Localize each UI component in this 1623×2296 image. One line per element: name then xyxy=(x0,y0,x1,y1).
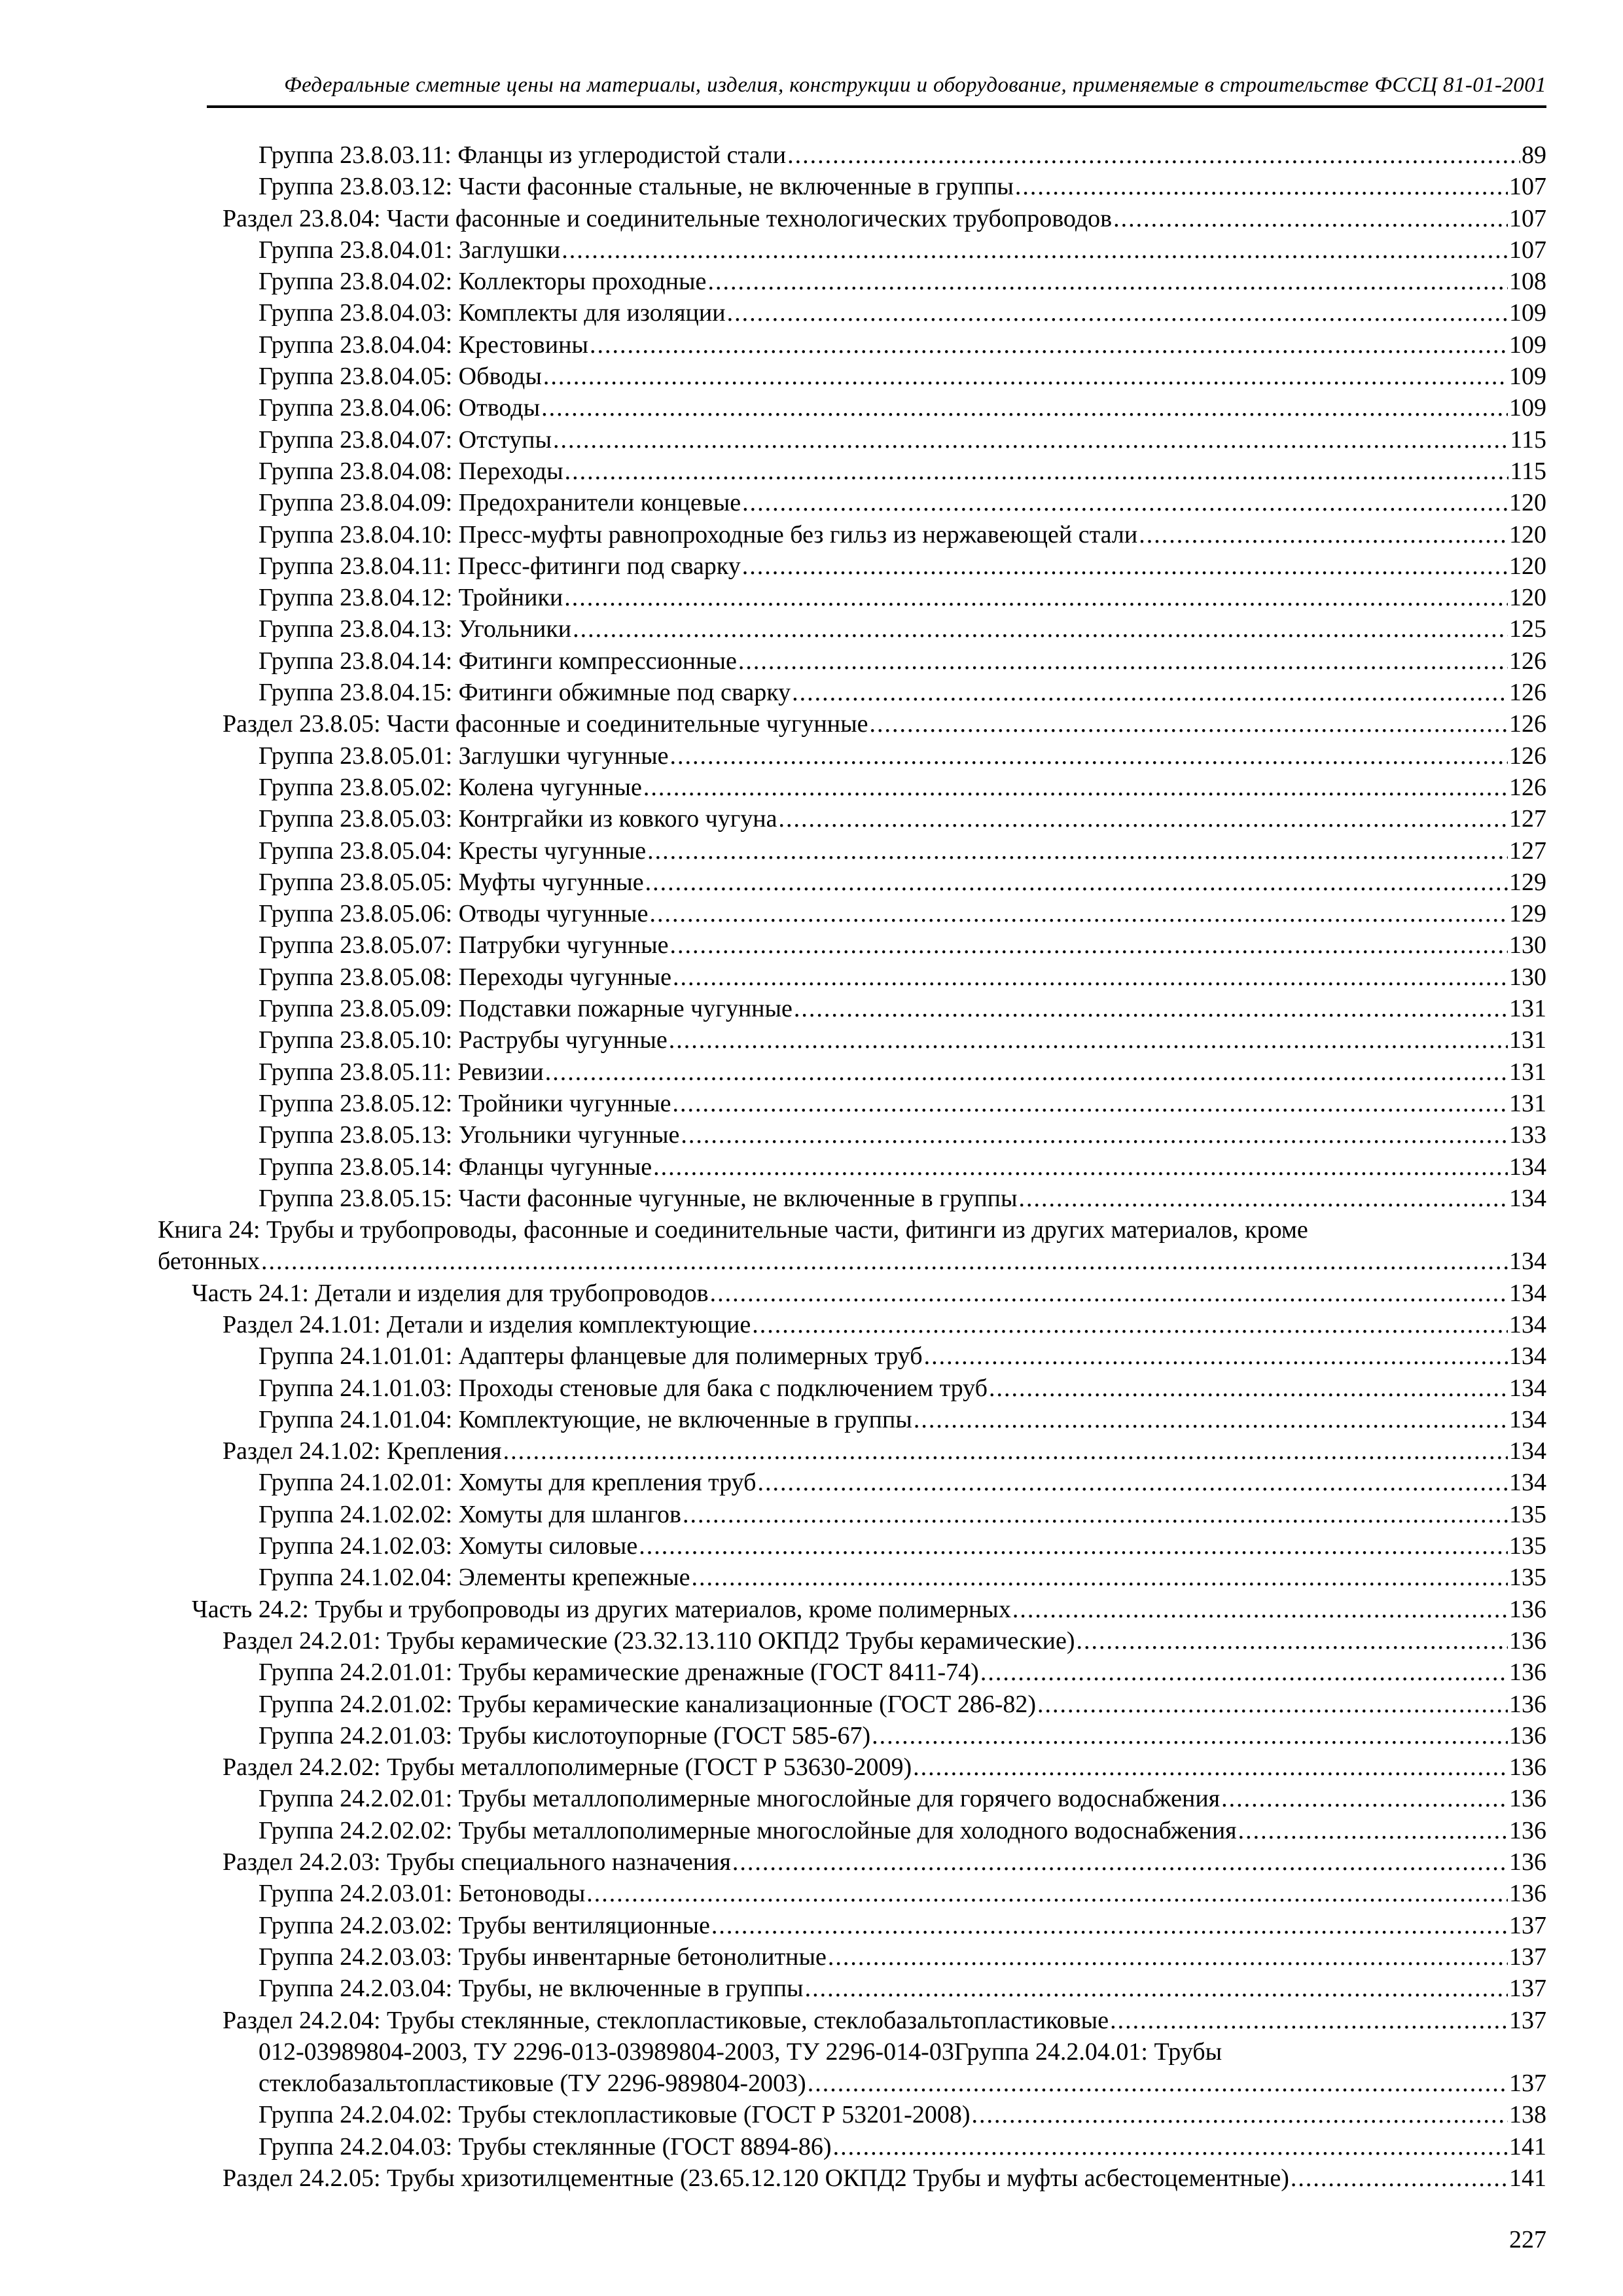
dot-leader xyxy=(972,2099,1508,2130)
toc-entry-title: Часть 24.1: Детали и изделия для трубопроводов xyxy=(192,1279,709,1307)
toc-entry-page: 137 xyxy=(1509,2070,1546,2098)
dot-leader xyxy=(562,234,1508,266)
toc-entry-title: Раздел 24.2.05: Трубы хризотилцементные (23.65.12.120 ОКПД2 Трубы и муфты асбестоцементные) xyxy=(223,2164,1289,2192)
toc-entry-page: 107 xyxy=(1509,173,1546,201)
toc-entry[interactable] xyxy=(0,1404,1623,1435)
toc-entry-page: 115 xyxy=(1510,457,1546,485)
toc-entry-title: Группа 23.8.04.03: Комплекты для изоляции xyxy=(259,299,726,327)
toc-entry-page: 130 xyxy=(1509,931,1546,960)
dot-leader xyxy=(639,1530,1508,1562)
toc-entry[interactable] xyxy=(0,2099,1623,2130)
toc-entry-page: 126 xyxy=(1509,647,1546,675)
dot-leader xyxy=(573,613,1508,645)
dot-leader xyxy=(792,677,1508,708)
toc-entry-page: 135 xyxy=(1509,1564,1546,1592)
toc-entry[interactable] xyxy=(0,1467,1623,1498)
dot-leader xyxy=(828,1941,1508,1973)
toc-entry-page: 126 xyxy=(1509,773,1546,801)
dot-leader xyxy=(914,1404,1508,1435)
toc-entry-page: 136 xyxy=(1509,1626,1546,1655)
toc-entry[interactable] xyxy=(0,1088,1623,1119)
dot-leader xyxy=(869,708,1508,740)
dot-leader xyxy=(980,1657,1508,1688)
toc-entry-title: Группа 23.8.05.01: Заглушки чугунные xyxy=(259,742,669,770)
toc-entry-page: 107 xyxy=(1509,204,1546,232)
toc-entry-page: 109 xyxy=(1509,363,1546,391)
toc-entry-title: Группа 23.8.05.10: Раструбы чугунные xyxy=(259,1026,668,1054)
toc-entry-title: Раздел 24.1.02: Крепления xyxy=(223,1437,502,1465)
toc-entry-page: 120 xyxy=(1509,489,1546,517)
toc-entry-page: 138 xyxy=(1509,2101,1546,2129)
toc-entry-page: 134 xyxy=(1509,1279,1546,1307)
toc-entry-page: 136 xyxy=(1509,1659,1546,1687)
toc-entry-title: Группа 24.2.04.03: Трубы стеклянные (ГОСТ 8894-86) xyxy=(259,2132,832,2161)
toc-entry-page: 134 xyxy=(1509,1310,1546,1338)
toc-entry[interactable] xyxy=(0,1309,1623,1340)
dot-leader xyxy=(586,1878,1508,1909)
toc-entry-title: Группа 23.8.05.03: Контргайки из ковкого чугуна xyxy=(259,805,777,833)
dot-leader xyxy=(1113,203,1508,234)
toc-entry-page: 137 xyxy=(1509,1911,1546,1939)
toc-entry-title: Группа 23.8.05.02: Колена чугунные xyxy=(259,773,642,801)
dot-leader xyxy=(590,329,1508,361)
toc-entry[interactable] xyxy=(0,266,1623,297)
toc-entry-page: 134 xyxy=(1509,1469,1546,1497)
toc-entry[interactable] xyxy=(0,329,1623,361)
toc-entry-title: Группа 23.8.05.14: Фланцы чугунные xyxy=(259,1153,652,1181)
toc-entry-page: 133 xyxy=(1509,1121,1546,1149)
dot-leader xyxy=(673,1088,1508,1119)
toc-entry-page: 126 xyxy=(1509,679,1546,707)
dot-leader xyxy=(681,1119,1508,1151)
toc-entry[interactable] xyxy=(0,1246,1623,1277)
toc-entry[interactable] xyxy=(0,519,1623,550)
dot-leader xyxy=(1139,519,1508,550)
toc-entry[interactable] xyxy=(0,1846,1623,1878)
dot-leader xyxy=(543,361,1508,392)
toc-entry[interactable] xyxy=(0,1783,1623,1814)
toc-entry-page: 126 xyxy=(1509,710,1546,738)
toc-entry[interactable] xyxy=(0,424,1623,456)
toc-entry-page: 134 xyxy=(1509,1374,1546,1402)
toc-entry-page: 134 xyxy=(1509,1342,1546,1371)
dot-leader xyxy=(794,993,1508,1024)
toc-entry[interactable] xyxy=(0,203,1623,234)
dot-leader xyxy=(732,1846,1508,1878)
toc-entry-title: Группа 24.2.01.01: Трубы керамические дренажные (ГОСТ 8411-74) xyxy=(259,1659,979,1687)
toc-entry[interactable] xyxy=(0,867,1623,898)
dot-leader xyxy=(742,487,1508,518)
toc-entry-page: 141 xyxy=(1509,2132,1546,2161)
dot-leader xyxy=(1238,1815,1508,1846)
dot-leader xyxy=(669,1024,1508,1056)
toc-entry-title: Группа 23.8.04.01: Заглушки xyxy=(259,236,561,264)
toc-entry-page: 136 xyxy=(1509,1816,1546,1844)
toc-entry-title: Группа 23.8.05.05: Муфты чугунные xyxy=(259,868,644,896)
dot-leader xyxy=(649,898,1508,929)
toc-entry-page: 120 xyxy=(1509,584,1546,612)
toc-entry[interactable] xyxy=(0,803,1623,834)
dot-leader xyxy=(833,2131,1508,2162)
toc-entry-page: 136 xyxy=(1509,1690,1546,1718)
toc-entry[interactable] xyxy=(0,1499,1623,1530)
dot-leader xyxy=(692,1562,1508,1593)
dot-leader xyxy=(1110,2005,1508,2036)
toc-entry-title: Раздел 24.2.04: Трубы стеклянные, стеклопластиковые, стеклобазальтопластиковые xyxy=(223,2006,1109,2034)
toc-entry[interactable] xyxy=(0,708,1623,740)
toc-entry-title: Группа 23.8.04.05: Обводы xyxy=(259,363,542,391)
toc-entry[interactable] xyxy=(0,1278,1623,1309)
toc-entry-title: бетонных xyxy=(158,1247,260,1276)
toc-entry-page: 137 xyxy=(1509,1975,1546,2003)
toc-entry-page: 136 xyxy=(1509,1721,1546,1749)
toc-entry-title: Группа 24.1.01.04: Комплектующие, не включенные в группы xyxy=(259,1405,912,1433)
toc-entry-title: Группа 24.2.03.01: Бетоноводы xyxy=(259,1880,586,1908)
page-number: 227 xyxy=(1509,2226,1546,2253)
toc-entry[interactable] xyxy=(0,361,1623,392)
dot-leader xyxy=(742,550,1508,582)
toc-entry-title: Раздел 24.2.02: Трубы металлополимерные (ГОСТ Р 53630-2009) xyxy=(223,1753,912,1782)
toc-entry[interactable] xyxy=(0,772,1623,803)
toc-entry-title: Группа 24.1.02.02: Хомуты для шлангов xyxy=(259,1500,681,1528)
toc-entry-title: Группа 23.8.04.09: Предохранители концевые xyxy=(259,489,741,517)
running-header: Федеральные сметные цены на материалы, изделия, конструкции и оборудование, применяемые в строительстве ФССЦ 81-01-2001 xyxy=(284,73,1546,97)
toc-entry[interactable] xyxy=(0,993,1623,1024)
toc-entry[interactable] xyxy=(0,2005,1623,2036)
toc-entry[interactable] xyxy=(0,961,1623,993)
toc-entry-page: 136 xyxy=(1509,1753,1546,1782)
toc-entry-title: Группа 24.2.02.01: Трубы металлополимерные многослойные для горячего водоснабжения xyxy=(259,1785,1221,1813)
toc-entry-title: Группа 23.8.04.14: Фитинги компрессионные xyxy=(259,647,737,675)
toc-entry-page: 115 xyxy=(1510,425,1546,454)
toc-entry-title: Раздел 24.1.01: Детали и изделия комплектующие xyxy=(223,1310,751,1338)
toc-entry-page: 127 xyxy=(1509,836,1546,865)
toc-entry[interactable] xyxy=(0,1056,1623,1088)
toc-entry-page: 134 xyxy=(1509,1437,1546,1465)
dot-leader xyxy=(727,297,1508,329)
toc-entry-title: Группа 23.8.05.06: Отводы чугунные xyxy=(259,900,649,928)
toc-entry[interactable] xyxy=(0,2068,1623,2099)
dot-leader xyxy=(779,803,1508,834)
toc-entry-page: 120 xyxy=(1509,552,1546,580)
toc-entry-title: Группа 23.8.05.15: Части фасонные чугунные, не включенные в группы xyxy=(259,1184,1018,1212)
dot-leader xyxy=(673,961,1508,993)
toc-entry-title: Группа 24.1.01.03: Проходы стеновые для бака с подключением труб xyxy=(259,1374,988,1402)
toc-entry-page: 109 xyxy=(1509,299,1546,327)
dot-leader xyxy=(787,139,1520,171)
toc-entry[interactable] xyxy=(0,898,1623,929)
toc-entry[interactable] xyxy=(0,677,1623,708)
toc-entry-title: Группа 23.8.05.09: Подставки пожарные чугунные xyxy=(259,995,793,1023)
toc-entry-title: Группа 23.8.04.06: Отводы xyxy=(259,394,541,422)
toc-entry-page: 136 xyxy=(1509,1785,1546,1813)
dot-leader xyxy=(1221,1783,1508,1814)
dot-leader xyxy=(643,772,1508,803)
toc-entry[interactable] xyxy=(0,139,1623,171)
toc-entry-title: Группа 23.8.05.13: Угольники чугунные xyxy=(259,1121,680,1149)
toc-entry-title: Группа 24.2.03.02: Трубы вентиляционные xyxy=(259,1911,710,1939)
dot-leader xyxy=(670,740,1508,772)
dot-leader xyxy=(738,645,1508,677)
toc-entry-page: 135 xyxy=(1509,1532,1546,1560)
toc-entry-title: Группа 23.8.04.02: Коллекторы проходные xyxy=(259,268,707,296)
toc-entry-page: 136 xyxy=(1509,1595,1546,1623)
toc-entry[interactable] xyxy=(0,1183,1623,1214)
dot-leader xyxy=(872,1720,1508,1751)
toc-entry[interactable] xyxy=(0,550,1623,582)
toc-entry-page: 134 xyxy=(1509,1405,1546,1433)
toc-entry[interactable] xyxy=(0,2162,1623,2194)
toc-entry-title: Группа 23.8.05.12: Тройники чугунные xyxy=(259,1089,671,1117)
toc-entry-page: 141 xyxy=(1509,2164,1546,2192)
toc-entry-title: Группа 24.1.02.03: Хомуты силовые xyxy=(259,1532,638,1560)
toc-entry-page: 129 xyxy=(1509,900,1546,928)
toc-entry-title: Раздел 23.8.04: Части фасонные и соединительные технологических трубопроводов xyxy=(223,204,1113,232)
dot-leader xyxy=(683,1499,1508,1530)
toc-entry-page: 125 xyxy=(1509,615,1546,643)
toc-entry-title: Группа 23.8.05.11: Ревизии xyxy=(259,1058,544,1086)
toc-entry-title: Группа 24.1.02.04: Элементы крепежные xyxy=(259,1564,690,1592)
toc-entry[interactable] xyxy=(0,1119,1623,1151)
toc-entry[interactable] xyxy=(0,645,1623,677)
toc-entry-page: 134 xyxy=(1509,1153,1546,1181)
toc-entry-title: Группа 23.8.04.07: Отступы xyxy=(259,425,552,454)
toc-entry[interactable] xyxy=(0,1910,1623,1941)
toc-entry-page: 120 xyxy=(1509,520,1546,548)
toc-entry-page: 109 xyxy=(1509,331,1546,359)
toc-entry-title: Группа 24.1.01.01: Адаптеры фланцевые для полимерных труб xyxy=(259,1342,923,1371)
dot-leader xyxy=(645,867,1508,898)
dot-leader xyxy=(653,1151,1508,1183)
toc-entry[interactable] xyxy=(0,1594,1623,1625)
toc-entry[interactable] xyxy=(0,1815,1623,1846)
dot-leader xyxy=(707,266,1508,297)
toc-entry-page: 131 xyxy=(1509,1058,1546,1086)
toc-entry[interactable] xyxy=(0,1720,1623,1751)
toc-entry-page: 129 xyxy=(1509,868,1546,896)
toc-entry[interactable] xyxy=(0,1562,1623,1593)
toc-entry-page: 127 xyxy=(1509,805,1546,833)
dot-leader xyxy=(553,424,1508,456)
toc-entry-title: Группа 23.8.05.08: Переходы чугунные xyxy=(259,963,671,991)
dot-leader xyxy=(924,1340,1508,1372)
toc-entry-title: Часть 24.2: Трубы и трубопроводы из других материалов, кроме полимерных xyxy=(192,1595,1011,1623)
toc-entry-title: Группа 24.2.03.03: Трубы инвентарные бетонолитные xyxy=(259,1943,827,1971)
toc-entry-page: 137 xyxy=(1509,2006,1546,2034)
toc-entry[interactable] xyxy=(0,929,1623,961)
toc-entry[interactable] xyxy=(0,1530,1623,1562)
toc-entry-title: 012-03989804-2003, ТУ 2296-013-03989804-2003, ТУ 2296-014-03Группа 24.2.04.01: Трубы xyxy=(259,2037,1222,2066)
toc-entry[interactable] xyxy=(0,1214,1623,1246)
dot-leader xyxy=(669,929,1508,961)
toc-entry-title: Книга 24: Трубы и трубопроводы, фасонные и соединительные части, фитинги из других материалов, кроме xyxy=(158,1216,1308,1244)
dot-leader xyxy=(1012,1594,1508,1625)
toc-entry-title: Группа 23.8.04.04: Крестовины xyxy=(259,331,588,359)
toc-entry-page: 107 xyxy=(1509,236,1546,264)
dot-leader xyxy=(503,1435,1508,1467)
toc-entry-page: 136 xyxy=(1509,1848,1546,1876)
toc-entry[interactable] xyxy=(0,740,1623,772)
toc-entry-title: Группа 24.2.02.02: Трубы металлополимерные многослойные для холодного водоснабжения xyxy=(259,1816,1237,1844)
toc-entry-page: 108 xyxy=(1509,268,1546,296)
toc-entry[interactable] xyxy=(0,392,1623,423)
dot-leader xyxy=(541,392,1508,423)
toc-entry[interactable] xyxy=(0,1751,1623,1783)
toc-entry-title: Группа 23.8.03.11: Фланцы из углеродистой стали xyxy=(259,141,787,169)
toc-entry[interactable] xyxy=(0,234,1623,266)
dot-leader xyxy=(710,1278,1508,1309)
toc-entry-title: Группа 24.1.02.01: Хомуты для крепления труб xyxy=(259,1469,757,1497)
toc-entry[interactable] xyxy=(0,1941,1623,1973)
toc-entry-page: 131 xyxy=(1509,1089,1546,1117)
dot-leader xyxy=(1019,1183,1508,1214)
toc-entry-page: 109 xyxy=(1509,394,1546,422)
toc-entry-title: Раздел 24.2.01: Трубы керамические (23.32.13.110 ОКПД2 Трубы керамические) xyxy=(223,1626,1075,1655)
toc-entry[interactable] xyxy=(0,1024,1623,1056)
dot-leader xyxy=(989,1372,1508,1404)
dot-leader xyxy=(752,1309,1508,1340)
dot-leader xyxy=(808,2068,1508,2099)
toc-entry-title: Раздел 24.2.03: Трубы специального назначения xyxy=(223,1848,731,1876)
toc-entry-title: Группа 24.2.01.03: Трубы кислотоупорные (ГОСТ 585-67) xyxy=(259,1721,871,1749)
toc-entry[interactable] xyxy=(0,1435,1623,1467)
toc-entry[interactable] xyxy=(0,582,1623,613)
toc-entry-title: стеклобазальтопластиковые (ТУ 2296-989804-2003) xyxy=(259,2070,806,2098)
dot-leader xyxy=(1291,2162,1508,2194)
toc-entry-page: 126 xyxy=(1509,742,1546,770)
table-of-contents xyxy=(0,139,1623,2194)
toc-entry-page: 135 xyxy=(1509,1500,1546,1528)
dot-leader xyxy=(1077,1625,1508,1657)
toc-entry[interactable] xyxy=(0,1878,1623,1909)
dot-leader xyxy=(647,835,1508,867)
toc-entry-page: 131 xyxy=(1509,995,1546,1023)
dot-leader xyxy=(711,1910,1508,1941)
toc-entry-page: 89 xyxy=(1522,141,1546,169)
toc-entry[interactable] xyxy=(0,487,1623,518)
dot-leader xyxy=(564,582,1508,613)
toc-entry-title: Группа 24.2.04.02: Трубы стеклопластиковые (ГОСТ Р 53201-2008) xyxy=(259,2101,971,2129)
toc-entry-title: Группа 24.2.01.02: Трубы керамические канализационные (ГОСТ 286-82) xyxy=(259,1690,1037,1718)
toc-entry[interactable] xyxy=(0,297,1623,329)
toc-entry-title: Группа 24.2.03.04: Трубы, не включенные в группы xyxy=(259,1975,804,2003)
toc-entry[interactable] xyxy=(0,1340,1623,1372)
toc-entry-page: 137 xyxy=(1509,1943,1546,1971)
dot-leader xyxy=(1037,1689,1508,1720)
toc-entry[interactable] xyxy=(0,1657,1623,1688)
toc-entry-title: Группа 23.8.05.07: Патрубки чугунные xyxy=(259,931,669,960)
toc-entry[interactable] xyxy=(0,835,1623,867)
toc-entry[interactable] xyxy=(0,456,1623,487)
toc-entry-page: 134 xyxy=(1509,1247,1546,1276)
toc-entry-title: Группа 23.8.04.13: Угольники xyxy=(259,615,572,643)
dot-leader xyxy=(913,1751,1508,1783)
toc-entry[interactable] xyxy=(0,1973,1623,2004)
toc-entry[interactable] xyxy=(0,171,1623,202)
toc-entry-page: 131 xyxy=(1509,1026,1546,1054)
toc-entry-page: 134 xyxy=(1509,1184,1546,1212)
toc-entry[interactable] xyxy=(0,1689,1623,1720)
toc-entry-page: 130 xyxy=(1509,963,1546,991)
toc-entry[interactable] xyxy=(0,2131,1623,2162)
toc-entry-title: Группа 23.8.04.12: Тройники xyxy=(259,584,563,612)
dot-leader xyxy=(805,1973,1508,2004)
dot-leader xyxy=(758,1467,1508,1498)
header-rule xyxy=(207,105,1546,108)
toc-entry-title: Группа 23.8.04.08: Переходы xyxy=(259,457,563,485)
dot-leader xyxy=(1015,171,1508,202)
toc-entry-page: 136 xyxy=(1509,1880,1546,1908)
toc-entry-title: Группа 23.8.04.15: Фитинги обжимные под сварку xyxy=(259,679,791,707)
dot-leader xyxy=(545,1056,1508,1088)
toc-entry-title: Группа 23.8.03.12: Части фасонные стальные, не включенные в группы xyxy=(259,173,1014,201)
toc-entry[interactable] xyxy=(0,613,1623,645)
toc-entry-title: Раздел 23.8.05: Части фасонные и соединительные чугунные xyxy=(223,710,868,738)
toc-entry[interactable] xyxy=(0,1372,1623,1404)
toc-entry[interactable] xyxy=(0,2036,1623,2068)
toc-entry[interactable] xyxy=(0,1625,1623,1657)
toc-entry-title: Группа 23.8.05.04: Кресты чугунные xyxy=(259,836,647,865)
toc-entry-title: Группа 23.8.04.11: Пресс-фитинги под сварку xyxy=(259,552,741,580)
toc-entry[interactable] xyxy=(0,1151,1623,1183)
dot-leader xyxy=(565,456,1509,487)
dot-leader xyxy=(261,1246,1508,1277)
toc-entry-title: Группа 23.8.04.10: Пресс-муфты равнопроходные без гильз из нержавеющей стали xyxy=(259,520,1138,548)
